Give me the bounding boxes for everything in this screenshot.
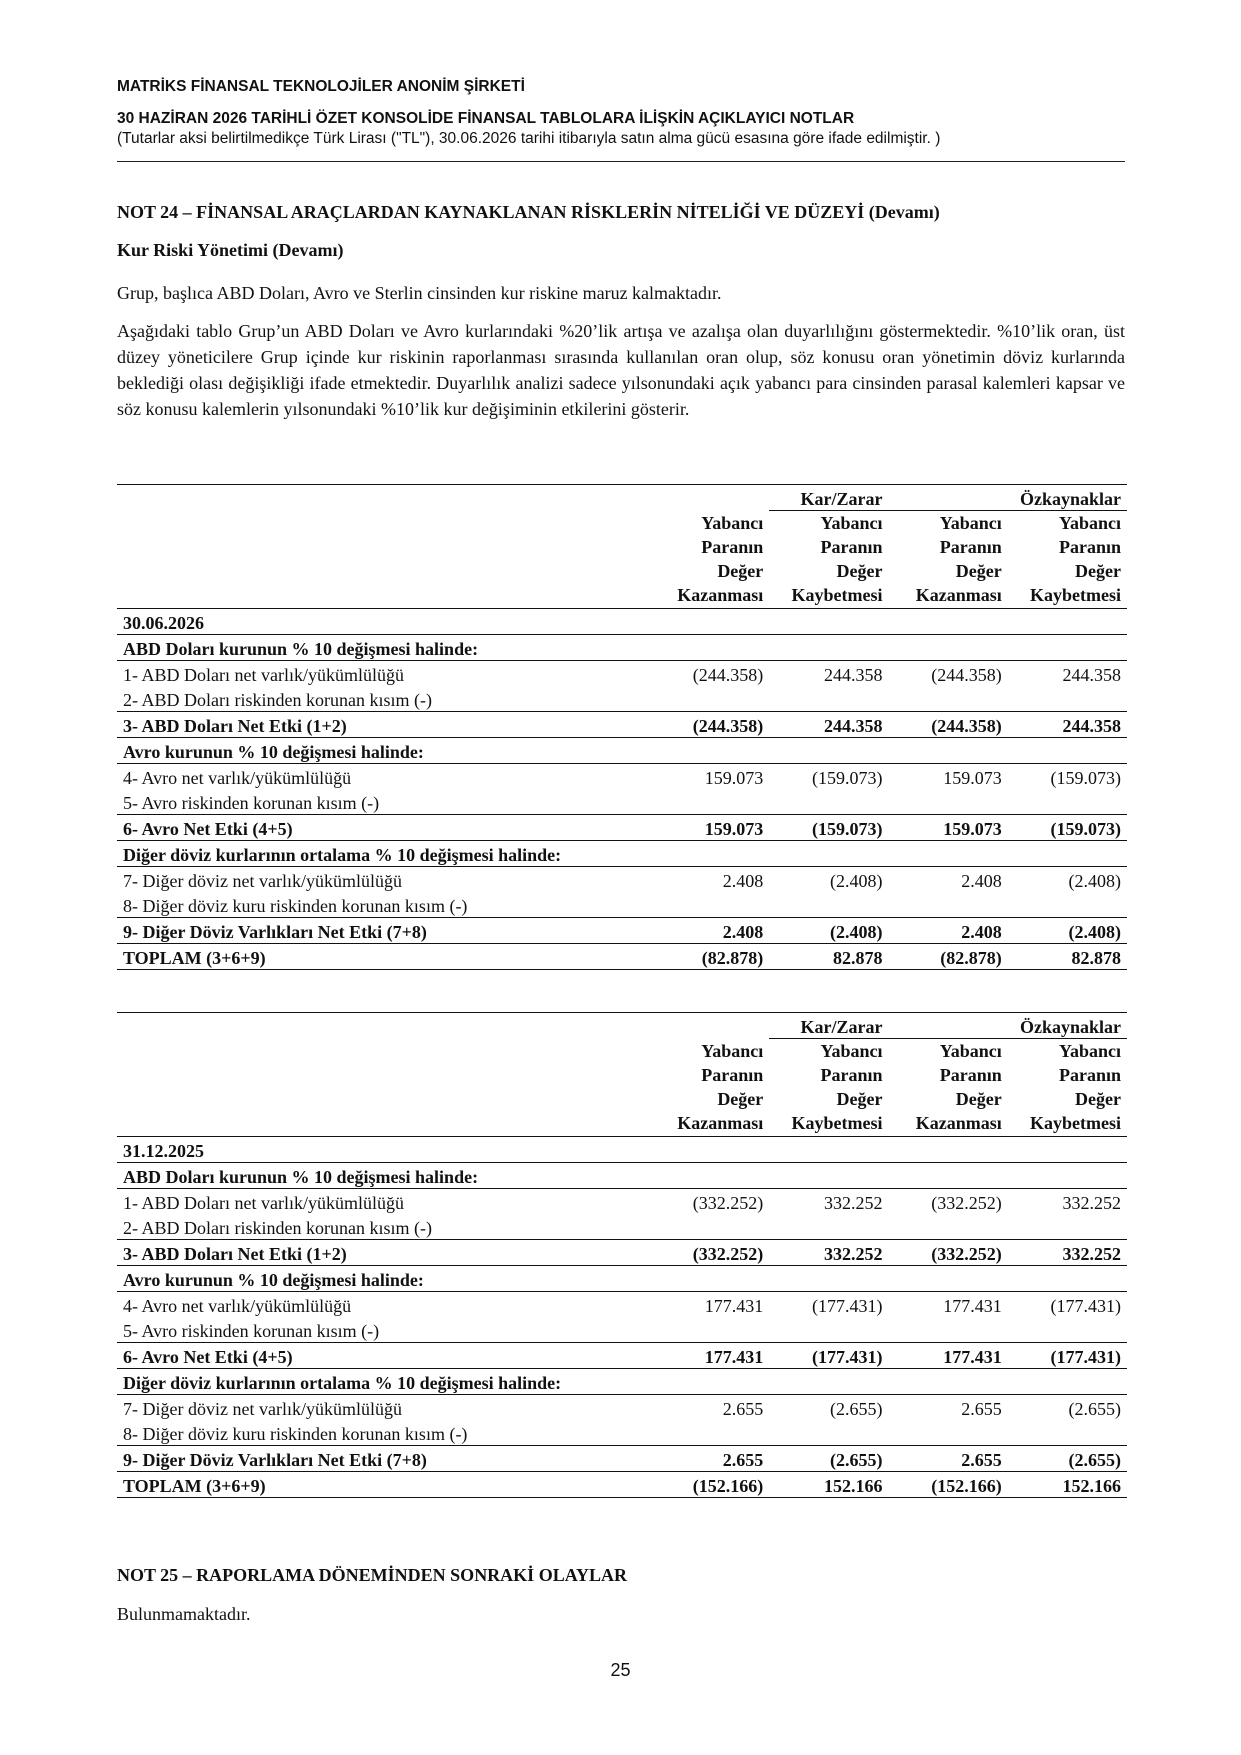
column-group-header <box>117 1013 1127 1039</box>
table-row: 7- Diğer döviz net varlık/yükümlülüğü 2.408 (2.408) 2.408 (2.408) <box>123 871 1121 891</box>
note25-title: NOT 25 – RAPORLAMA DÖNEMİNDEN SONRAKİ OLAYLAR <box>117 1565 628 1585</box>
table-row: 4- Avro net varlık/yükümlülüğü 177.431 (177.431) 177.431 (177.431) <box>123 1296 1121 1316</box>
subtotal-row: 6- Avro Net Etki (4+5) 159.073 (159.073) 159.073 (159.073) <box>117 815 1127 841</box>
column-headers <box>117 511 1127 609</box>
total-row: TOPLAM (3+6+9) (82.878) 82.878 (82.878) 82.878 <box>117 944 1127 970</box>
note24-paragraph-1: Grup, başlıca ABD Doları, Avro ve Sterlin cinsinden kur riskine maruz kalmaktadır. <box>117 283 722 303</box>
equity-group-label: Özkaynaklar <box>1008 1013 1127 1039</box>
section-header-row: Avro kurunun % 10 değişmesi halinde: <box>117 1266 1127 1292</box>
column-headers <box>117 1039 1127 1137</box>
col-header-gain: Yabancı Paranın Değer Kazanması <box>677 1041 764 1133</box>
section-header-row: ABD Doları kurunun % 10 değişmesi halinde: <box>117 1163 1127 1189</box>
section-header-row: Avro kurunun % 10 değişmesi halinde: <box>117 738 1127 764</box>
note24-paragraph-2: Aşağıdaki tablo Grup’un ABD Doları ve Avro kurlarındaki %20’lik artışa ve azalışa olan duyarlılığını göstermektedir. %10’lik oran, üst düzey yöneticilere Grup içinde kur riskinin raporlanması sırasında kullanılan oran olup, söz konusu oran yönetimin döviz kurlarında beklediği olası değişikliği ifade etmektedir. Duyarlılık analizi sadece yılsonundaki açık yabancı para cinsinden parasal kalemleri kapsar ve söz konusu kalemlerin yılsonundaki %10’lik kur değişiminin etkilerini gösterir. <box>117 321 1125 419</box>
period-date-row: 31.12.2025 <box>117 1137 1127 1163</box>
equity-group-label: Özkaynaklar <box>1008 485 1127 511</box>
note24-title: NOT 24 – FİNANSAL ARAÇLARDAN KAYNAKLANAN RİSKLERİN NİTELİĞİ VE DÜZEYİ (Devamı) <box>117 202 940 222</box>
company-name: MATRİKS FİNANSAL TEKNOLOJİLER ANONİM ŞİRKETİ <box>117 78 525 95</box>
table-row: 8- Diğer döviz kuru riskinden korunan kısım (-) <box>117 892 1127 918</box>
table-row: 2- ABD Doları riskinden korunan kısım (-) <box>117 1214 1127 1240</box>
column-group-header <box>117 485 1127 511</box>
pl-group-label: Kar/Zarar <box>769 1013 888 1039</box>
page-number: 25 <box>610 1660 631 1680</box>
table-row: 4- Avro net varlık/yükümlülüğü 159.073 (159.073) 159.073 (159.073) <box>123 768 1121 788</box>
table-row: 1- ABD Doları net varlık/yükümlülüğü (332.252) 332.252 (332.252) 332.252 <box>123 1193 1121 1213</box>
fx-sensitivity-table-2026 <box>117 484 1127 970</box>
section-header-row: ABD Doları kurunun % 10 değişmesi halinde: <box>117 635 1127 661</box>
subtotal-row: 3- ABD Doları Net Etki (1+2) (244.358) 244.358 (244.358) 244.358 <box>117 712 1127 738</box>
subtotal-row: 3- ABD Doları Net Etki (1+2) (332.252) 332.252 (332.252) 332.252 <box>117 1240 1127 1266</box>
col-header-gain: Yabancı Paranın Değer Kazanması <box>915 513 1002 605</box>
col-header-gain: Yabancı Paranın Değer Kazanması <box>915 1041 1002 1133</box>
pl-group-label: Kar/Zarar <box>769 485 888 511</box>
table-row: 5- Avro riskinden korunan kısım (-) <box>117 1317 1127 1343</box>
col-header-loss: Yabancı Paranın Değer Kaybetmesi <box>1030 1041 1121 1133</box>
table-row: 2- ABD Doları riskinden korunan kısım (-) <box>117 686 1127 712</box>
section-header-row: Diğer döviz kurlarının ortalama % 10 değişmesi halinde: <box>117 841 1127 867</box>
col-header-loss: Yabancı Paranın Değer Kaybetmesi <box>791 1041 883 1133</box>
currency-note: (Tutarlar aksi belirtilmedikçe Türk Lirası ("TL"), 30.06.2026 tarihi itibarıyla satın alma gücü esasına göre ifade edilmiştir. ) <box>117 130 941 147</box>
note24-subtitle: Kur Riski Yönetimi (Devamı) <box>117 240 344 260</box>
col-header-loss: Yabancı Paranın Değer Kaybetmesi <box>791 513 883 605</box>
total-row: TOPLAM (3+6+9) (152.166) 152.166 (152.166) 152.166 <box>117 1472 1127 1498</box>
col-header-gain: Yabancı Paranın Değer Kazanması <box>677 513 764 605</box>
subtotal-row: 6- Avro Net Etki (4+5) 177.431 (177.431) 177.431 (177.431) <box>117 1343 1127 1369</box>
header-divider <box>117 161 1125 162</box>
fx-sensitivity-table-2025 <box>117 1012 1127 1498</box>
subtotal-row: 9- Diğer Döviz Varlıkları Net Etki (7+8) 2.655 (2.655) 2.655 (2.655) <box>117 1446 1127 1472</box>
table-row: 1- ABD Doları net varlık/yükümlülüğü (244.358) 244.358 (244.358) 244.358 <box>123 665 1121 685</box>
col-header-loss: Yabancı Paranın Değer Kaybetmesi <box>1030 513 1121 605</box>
page-header <box>117 78 1125 148</box>
note25-text: Bulunmamaktadır. <box>117 1604 251 1624</box>
table-row: 7- Diğer döviz net varlık/yükümlülüğü 2.655 (2.655) 2.655 (2.655) <box>123 1399 1121 1419</box>
report-title: 30 HAZİRAN 2026 TARİHLİ ÖZET KONSOLİDE FİNANSAL TABLOLARA İLİŞKİN AÇIKLAYICI NOTLAR <box>117 110 855 127</box>
subtotal-row: 9- Diğer Döviz Varlıkları Net Etki (7+8) 2.408 (2.408) 2.408 (2.408) <box>117 918 1127 944</box>
section-header-row: Diğer döviz kurlarının ortalama % 10 değişmesi halinde: <box>117 1369 1127 1395</box>
table-row: 8- Diğer döviz kuru riskinden korunan kısım (-) <box>117 1420 1127 1446</box>
period-date-row: 30.06.2026 <box>117 609 1127 635</box>
table-row: 5- Avro riskinden korunan kısım (-) <box>117 789 1127 815</box>
